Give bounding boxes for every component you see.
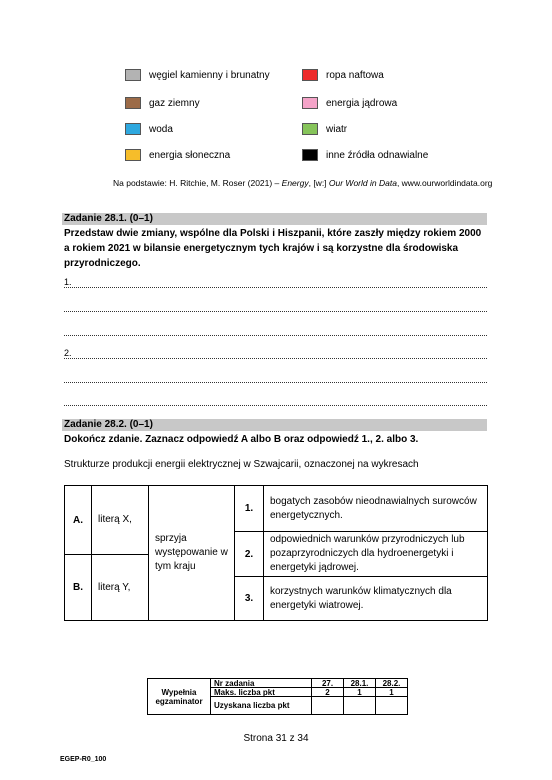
legend-item (125, 148, 230, 162)
option-3-number[interactable]: 3. (234, 576, 264, 621)
option-a-text[interactable]: literą X, (91, 485, 149, 555)
max-points-cell: 2 (311, 687, 344, 697)
option-2-number[interactable]: 2. (234, 531, 264, 577)
option-b-letter[interactable]: B. (64, 554, 92, 621)
row-got-label: Uzyskana liczba pkt (210, 696, 312, 715)
legend-label: inne źródła odnawialne (326, 149, 429, 161)
answer-line[interactable]: 1. (64, 278, 487, 288)
legend-label: węgiel kamienny i brunatny (149, 69, 270, 81)
legend-item (302, 122, 347, 136)
legend-swatch (125, 69, 141, 81)
legend-label: energia jądrowa (326, 97, 398, 109)
legend-label: woda (149, 123, 173, 135)
legend-item (125, 122, 173, 136)
answer-line[interactable] (64, 373, 487, 383)
legend-swatch (125, 97, 141, 109)
legend-swatch (302, 149, 318, 161)
task-title: Zadanie 28.1. (0–1) (64, 213, 153, 224)
task-number-cell: 28.1. (343, 678, 376, 688)
option-1-number[interactable]: 1. (234, 485, 264, 532)
legend-label: ropa naftowa (326, 69, 384, 81)
source-citation: Na podstawie: H. Ritchie, M. Roser (2021) – Energy, [w:] Our World in Data, www.ourworldindata.org (113, 178, 493, 188)
legend-item (125, 68, 270, 82)
answer-line[interactable] (64, 302, 487, 312)
score-input-cell[interactable] (343, 696, 376, 715)
task-title: Zadanie 28.2. (0–1) (64, 419, 153, 430)
exam-code: EGEP-R0_100 (60, 756, 107, 763)
task-question: Przedstaw dwie zmiany, wspólne dla Polski i Hiszpanii, które zaszły między rokiem 2000 a rokiem 2021 w bilansie energetycznym tych krajów i są korzystne dla środowiska przyrodniczego. (64, 228, 482, 269)
score-input-cell[interactable] (311, 696, 344, 715)
answer-line[interactable] (64, 396, 487, 406)
task-number-cell: 28.2. (375, 678, 408, 688)
row-max-label: Maks. liczba pkt (210, 687, 312, 697)
legend-swatch (302, 69, 318, 81)
legend-label: wiatr (326, 123, 348, 135)
legend-swatch (302, 97, 318, 109)
answer-line[interactable] (64, 326, 487, 336)
option-1-text[interactable]: bogatych zasobów nieodnawialnych surowców energetycznych. (263, 485, 488, 532)
page-number: Strona 31 z 34 (243, 733, 309, 744)
option-a-letter[interactable]: A. (64, 485, 92, 555)
legend-swatch (125, 123, 141, 135)
option-b-text[interactable]: literą Y, (91, 554, 149, 621)
row-task-label: Nr zadania (210, 678, 312, 688)
task-stem: Strukturze produkcji energii elektrycznej w Szwajcarii, oznaczonej na wykresach (64, 459, 419, 470)
legend-label: gaz ziemny (149, 97, 200, 109)
legend-swatch (125, 149, 141, 161)
legend-item (302, 68, 384, 82)
middle-phrase: sprzyja występowanie w tym kraju (148, 485, 235, 621)
option-3-text[interactable]: korzystnych warunków klimatycznych dla energetyki wiatrowej. (263, 576, 488, 621)
max-points-cell: 1 (375, 687, 408, 697)
score-input-cell[interactable] (375, 696, 408, 715)
legend-swatch (302, 123, 318, 135)
max-points-cell: 1 (343, 687, 376, 697)
legend-item (125, 96, 200, 110)
legend-label: energia słoneczna (149, 149, 231, 161)
option-2-text[interactable]: odpowiednich warunków przyrodniczych lub pozaprzyrodniczych dla hydroenergetyki i energetyki jądrowej. (263, 531, 488, 577)
examiner-label: Wypełnia egzaminator (147, 678, 211, 715)
legend-item (302, 148, 428, 162)
task-number-cell: 27. (311, 678, 344, 688)
task-instruction: Dokończ zdanie. Zaznacz odpowiedź A albo B oraz odpowiedź 1., 2. albo 3. (64, 434, 419, 445)
legend-item (302, 96, 397, 110)
answer-line[interactable]: 2. (64, 349, 487, 359)
